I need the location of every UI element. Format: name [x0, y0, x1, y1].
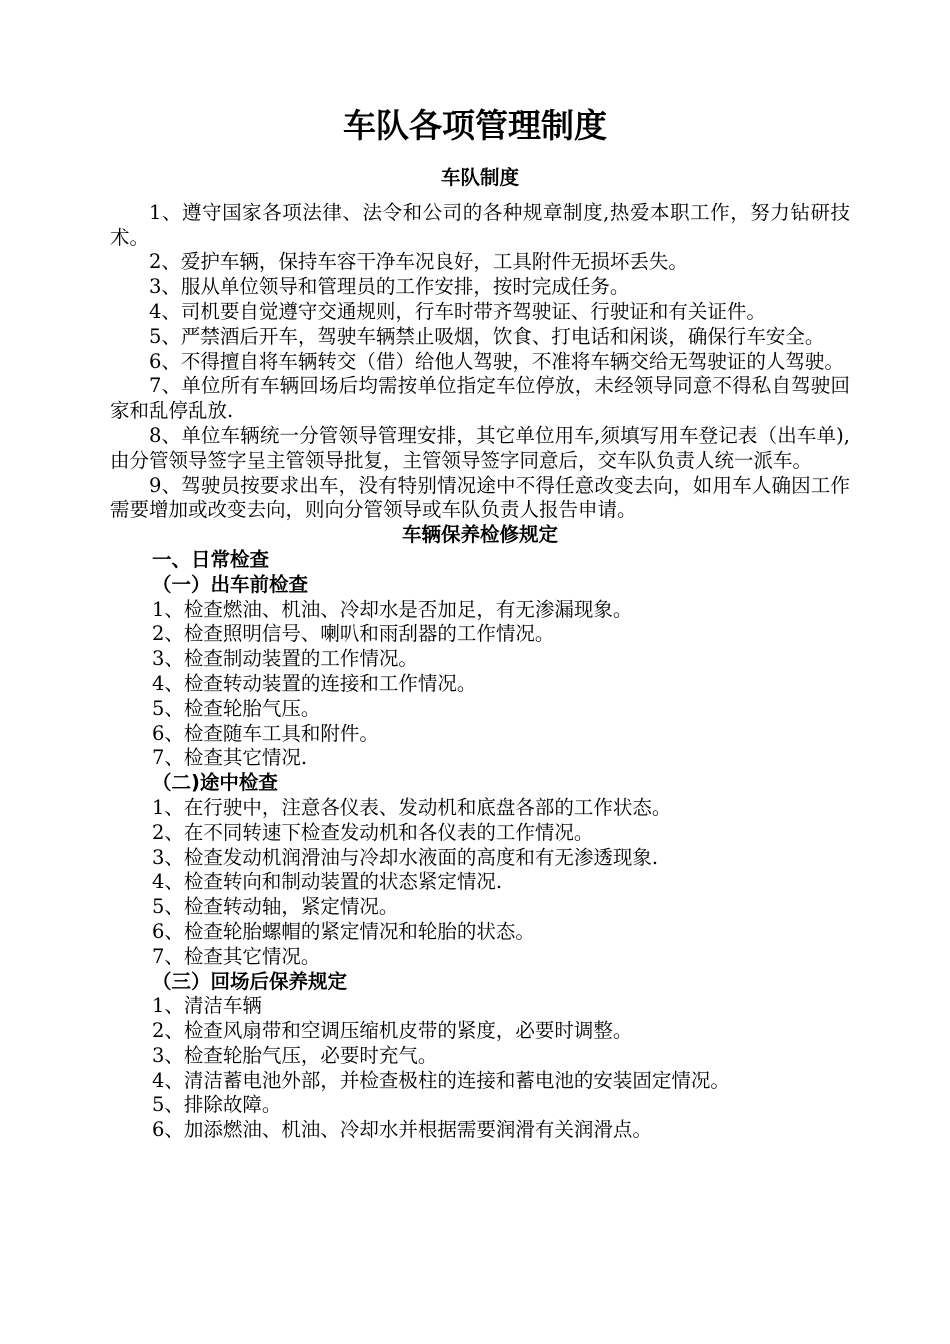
fleet-rule: 3、服从单位领导和管理员的工作安排，按时完成任务。	[149, 275, 630, 299]
document-title: 车队各项管理制度	[343, 106, 607, 145]
fleet-rule: 8、单位车辆统一分管领导管理安排，其它单位用车,须填写用车登记表（出车单),由分管领导签字呈主管领导批复，主管领导签字同意后，交车队负责人统一派车。	[110, 423, 850, 472]
check-item: 2、检查风扇带和空调压缩机皮带的紧度，必要时调整。	[152, 1019, 633, 1043]
fleet-rule: 6、不得擅自将车辆转交（借）给他人驾驶，不准将车辆交给无驾驶证的人驾驶。	[149, 349, 844, 373]
check-item: 7、检查其它情况.	[152, 746, 308, 770]
fleet-rule: 2、爱护车辆，保持车容干净车况良好，工具附件无损坏丢失。	[149, 250, 688, 274]
check-item: 1、在行驶中，注意各仪表、发动机和底盘各部的工作状态。	[152, 795, 672, 819]
check-item: 6、检查随车工具和附件。	[152, 721, 379, 745]
check-item: 3、检查制动装置的工作情况。	[152, 647, 418, 671]
check-group-title: （一）出车前检查	[152, 572, 309, 596]
check-group-title: （三）回场后保养规定	[152, 969, 348, 993]
fleet-rule: 4、司机要自觉遵守交通规则，行车时带齐驾驶证、行驶证和有关证件。	[149, 299, 766, 323]
check-item: 4、检查转向和制动装置的状态紧定情况.	[152, 870, 503, 894]
fleet-rule: 7、单位所有车辆回场后均需按单位指定车位停放，未经领导同意不得私自驾驶回家和乱停乱放.	[110, 374, 850, 423]
document-body	[110, 166, 850, 1143]
fleet-rule: 5、严禁酒后开车，驾驶车辆禁止吸烟，饮食、打电话和闲谈，确保行车安全。	[149, 324, 825, 348]
check-item: 1、检查燃油、机油、冷却水是否加足，有无渗漏现象。	[152, 597, 633, 621]
check-item: 5、排除故障。	[152, 1093, 282, 1117]
check-item: 3、检查发动机润滑油与冷却水液面的高度和有无渗透现象.	[152, 845, 659, 869]
check-item: 2、检查照明信号、喇叭和雨刮器的工作情况。	[152, 622, 555, 646]
fleet-rules-list	[110, 201, 850, 523]
check-item: 4、检查转动装置的连接和工作情况。	[152, 671, 477, 695]
fleet-rule: 1、遵守国家各项法律、法令和公司的各种规章制度,热爱本职工作，努力钻研技术。	[110, 200, 850, 249]
check-item: 3、检查轮胎气压，必要时充气。	[152, 1043, 438, 1067]
check-item: 6、加添燃油、机油、冷却水并根据需要润滑有关润滑点。	[152, 1118, 652, 1142]
fleet-rule: 9、驾驶员按要求出车，没有特别情况途中不得任意改变去向，如用车人确因工作需要增加或改变去向，则向分管领导或车队负责人报告申请。	[110, 473, 850, 522]
maintenance-groups	[110, 573, 850, 1143]
check-item: 2、在不同转速下检查发动机和各仪表的工作情况。	[152, 820, 594, 844]
daily-check-heading: 一、日常检查	[152, 547, 270, 571]
maintenance-heading: 车辆保养检修规定	[401, 523, 558, 547]
fleet-heading: 车队制度	[440, 166, 519, 189]
check-item: 5、检查轮胎气压。	[152, 696, 321, 720]
check-item: 6、检查轮胎螺帽的紧定情况和轮胎的状态。	[152, 919, 535, 943]
check-group-title: （二)途中检查	[152, 771, 278, 795]
check-item: 5、检查转动轴，紧定情况。	[152, 895, 399, 919]
check-item: 4、清洁蓄电池外部，并检查极柱的连接和蓄电池的安装固定情况。	[152, 1068, 730, 1092]
check-item: 1、清洁车辆	[152, 994, 262, 1018]
check-item: 7、检查其它情况。	[152, 944, 321, 968]
